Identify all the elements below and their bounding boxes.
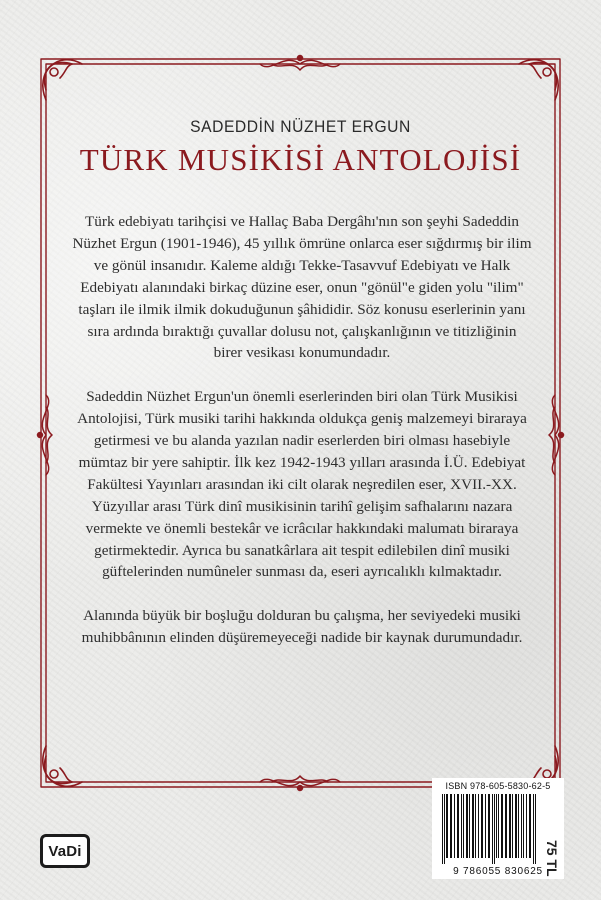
isbn-text: ISBN 978-605-5830-62-5 xyxy=(445,781,551,791)
description-paragraph-2: Sadeddin Nüzhet Ergun'un önemli eserlerinden biri olan Türk Musikisi Antolojisi, Türk musiki tarihi hakkında oldukça geniş malzemeyi biraraya getirmesi ve bu alanda yazılan nadir eserlerden biri olması hasebiyle mümtaz bir yere sahiptir. İlk kez 1942-1943 yılları arasında İ.Ü. Edebiyat Fakültesi Yayınları arasından iki cilt olarak neşredilen eser, XVII.-XX. Yüzyıllar arası Türk dinî musikisinin tarihî gelişim safhalarını nazara vermekte ve önemli bestekâr ve icrâcılar hakkındaki malumatı biraraya getirmektedir. Ayrıca bu sanatkârlara ait tespit edilebilen dinî musiki güftelerinden numûneler sunması da, eseri ayrıcalıklı kılmaktadır. xyxy=(77,388,527,581)
barcode-bar xyxy=(535,794,536,864)
barcode-bar xyxy=(457,794,459,858)
barcode-bar xyxy=(496,794,497,858)
barcode-bar xyxy=(485,794,486,858)
barcode-bar xyxy=(450,794,452,858)
barcode-bar xyxy=(518,794,519,858)
barcode-bar xyxy=(475,794,476,858)
barcode-bar xyxy=(515,794,517,858)
barcode-bar xyxy=(523,794,524,858)
barcode-bar xyxy=(454,794,455,858)
barcode-number: 9 786055 830625 xyxy=(453,866,543,877)
description-paragraph-1: Türk edebiyatı tarihçisi ve Hallaç Baba Dergâhı'nın son şeyhi Sadeddin Nüzhet Ergun (1901-1946), 45 yıllık ömrüne onlarca eser sığdırmış bir ilim ve gönül insanıdır. Kaleme aldığı Tekke-Tasavvuf Edebiyatı ve Halk Edebiyatı alanındaki birkaç düzine eser, onun "gönül"e giden yolu "ilim" taşları ile ilmik ilmik dokuduğunun şâhididir. Söz konusu eserlerinin yanı sıra ardında bıraktığı çuvallar dolusu not, çalışkanlığının ve titizliğinin birer vesikası konumundadır. xyxy=(72,213,532,362)
description-paragraph-3: Alanında büyük bir boşluğu dolduran bu çalışma, her seviyedeki musiki muhibbânının elinden düşüremeyeceği nadide bir kaynak durumundadır. xyxy=(81,607,523,647)
barcode-bar xyxy=(501,794,503,858)
barcode-bar xyxy=(526,794,527,858)
barcode-bar xyxy=(481,794,483,858)
barcode-bar xyxy=(488,794,490,858)
author-name: SADEDDİN NÜZHET ERGUN xyxy=(190,117,411,136)
book-title: TÜRK MUSİKİSİ ANTOLOJİSİ xyxy=(79,142,522,177)
barcode-bar xyxy=(461,794,462,858)
barcode-bar xyxy=(494,794,495,864)
barcode-bar xyxy=(509,794,511,858)
barcode-bar xyxy=(478,794,479,858)
back-cover-description xyxy=(72,211,532,671)
publisher-logo xyxy=(40,834,90,868)
barcode-bar xyxy=(466,794,468,858)
barcode-bar xyxy=(512,794,513,858)
barcode-bar xyxy=(446,794,448,858)
barcode-bar xyxy=(442,794,443,864)
barcode-bar xyxy=(444,794,445,864)
publisher-logo-text: VaDi xyxy=(48,842,82,860)
barcode-bars xyxy=(440,794,556,864)
barcode-bar xyxy=(463,794,464,858)
barcode-bar xyxy=(533,794,534,864)
barcode-bar xyxy=(529,794,531,858)
barcode-bar xyxy=(521,794,522,858)
price-label: 75 TL xyxy=(544,840,560,877)
barcode-bar xyxy=(469,794,470,858)
barcode-bar xyxy=(472,794,474,858)
barcode-bar xyxy=(492,794,493,864)
barcode-bar xyxy=(498,794,499,858)
barcode-bar xyxy=(505,794,507,858)
